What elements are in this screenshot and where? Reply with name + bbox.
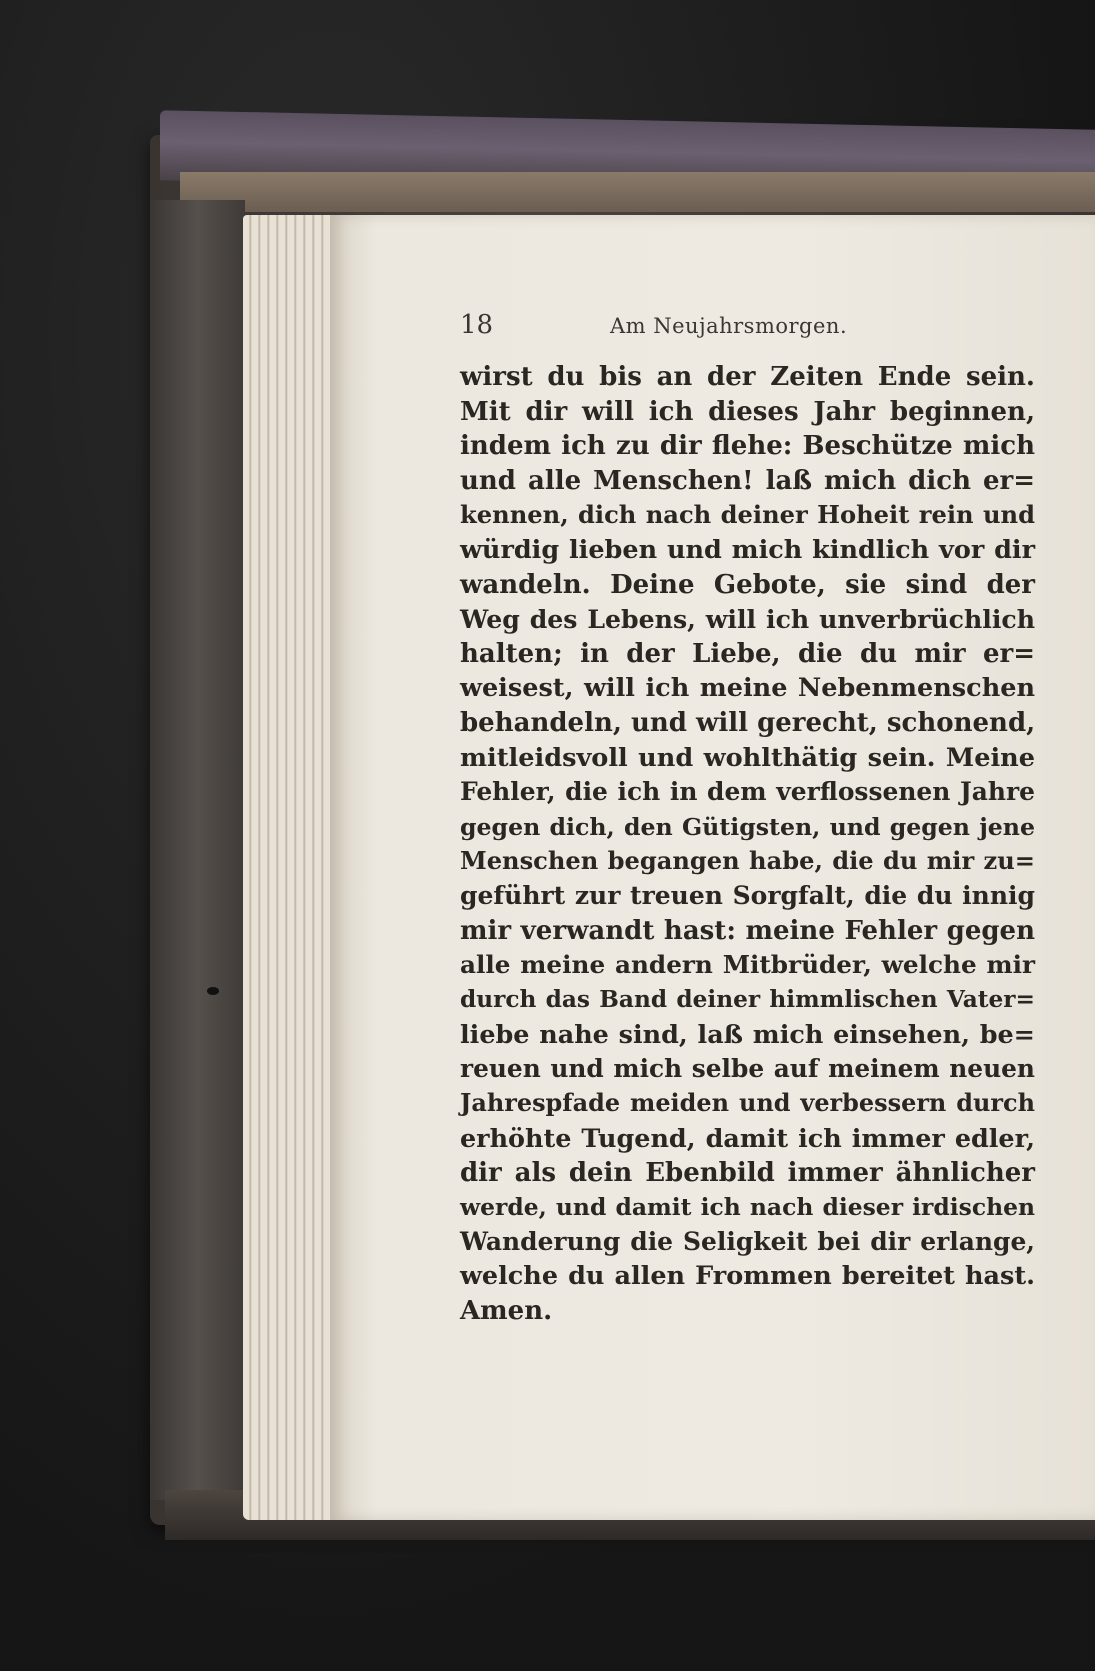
text-line: alle meine andern Mitbrüder, welche mir <box>460 950 1035 980</box>
cover-top-edge <box>180 172 1095 212</box>
body-text <box>460 360 1035 1329</box>
text-line: wandeln. Deine Gebote, sie sind der <box>460 569 1035 600</box>
text-line: geführt zur treuen Sorgfalt, die du innig <box>460 880 1035 910</box>
page-content <box>460 310 1035 1329</box>
text-line: Menschen begangen habe, die du mir zu= <box>460 846 1035 876</box>
text-line: weisest, will ich meine Nebenmenschen <box>460 673 1035 704</box>
text-line: und alle Menschen! laß mich dich er= <box>460 465 1035 496</box>
text-line: indem ich zu dir flehe: Beschütze mich <box>460 431 1035 462</box>
text-line: behandeln, und will gerecht, schonend, <box>460 707 1036 738</box>
text-line: dir als dein Ebenbild immer ähnlicher <box>460 1157 1035 1188</box>
text-line: reuen und mich selbe auf meinem neuen <box>460 1053 1035 1083</box>
text-line: Jahrespfade meiden und verbessern durch <box>460 1089 1035 1118</box>
text-line: Amen. <box>460 1296 553 1327</box>
page-number: 18 <box>460 310 494 340</box>
text-line: Weg des Lebens, will ich unverbrüchlich <box>460 604 1035 635</box>
text-line: liebe nahe sind, laß mich einsehen, be= <box>460 1019 1035 1050</box>
text-line: welche du allen Frommen bereitet hast. <box>460 1261 1035 1292</box>
text-line: mitleidsvoll und wohlthätig sein. Meine <box>460 742 1035 773</box>
running-head: Am Neujahrsmorgen. <box>610 314 848 338</box>
page-edges <box>243 215 343 1520</box>
text-line: würdig lieben und mich kindlich vor dir <box>460 534 1035 565</box>
text-line: halten; in der Liebe, die du mir er= <box>460 638 1035 669</box>
cover-left-board <box>150 200 245 1500</box>
page-header <box>460 310 1035 350</box>
binding-hole <box>207 987 219 995</box>
text-line: Fehler, die ich in dem verflossenen Jahre <box>460 777 1035 807</box>
text-line: werde, und damit ich nach dieser irdischen <box>460 1193 1035 1222</box>
text-line: Mit dir will ich dieses Jahr beginnen, <box>460 396 1035 427</box>
text-line: mir verwandt hast: meine Fehler gegen <box>460 915 1035 946</box>
text-line: durch das Band deiner himmlischen Vater= <box>460 985 1035 1013</box>
text-line: wirst du bis an der Zeiten Ende sein. <box>460 362 1035 392</box>
text-line: Wanderung die Seligkeit bei dir erlange, <box>460 1226 1035 1256</box>
text-line: kennen, dich nach deiner Hoheit rein und <box>460 500 1035 530</box>
text-line: erhöhte Tugend, damit ich immer edler, <box>460 1123 1035 1154</box>
text-line: gegen dich, den Gütigsten, und gegen jene <box>460 812 1035 841</box>
